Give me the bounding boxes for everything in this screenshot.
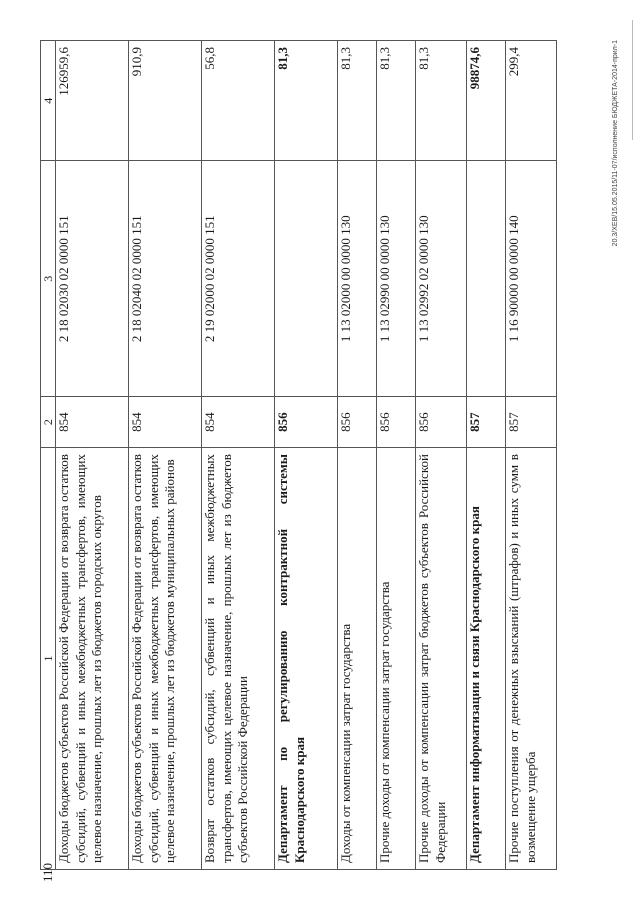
row-name: Доходы бюджетов субъектов Российской Федерации от возврата остатков субсидий, субвенций и иных межбюджетных трансфертов, имеющих целевое назначение, прошлых лет из бюджетов муниципальных районов	[129, 448, 202, 870]
row-name: Доходы от компенсации затрат государства	[338, 448, 377, 870]
row-admin-code: 857	[467, 397, 506, 448]
row-name: Департамент по регулированию контрактной системы Краснодарского края	[275, 448, 338, 870]
document-footer: 20.3/XЕВ/15.05.2015/11-07/исполнение БЮДЖЕТА-2014-прил-1	[612, 40, 619, 247]
row-budget-code: 1 16 90000 00 0000 140	[506, 161, 557, 397]
table-row	[467, 41, 506, 870]
revenue-table	[40, 40, 557, 870]
row-sum: 126959,6	[56, 41, 129, 161]
header-col-4: 4	[41, 41, 56, 161]
table-row	[506, 41, 557, 870]
row-name: Департамент информатизации и связи Краснодарского края	[467, 448, 506, 870]
rotated-page	[40, 40, 640, 870]
row-sum: 910,9	[129, 41, 202, 161]
row-admin-code: 854	[129, 397, 202, 448]
row-budget-code	[467, 161, 506, 397]
table-row	[338, 41, 377, 870]
row-sum: 81,3	[338, 41, 377, 161]
table-row	[275, 41, 338, 870]
header-col-1: 1	[41, 448, 56, 870]
table-row	[56, 41, 129, 870]
row-budget-code: 1 13 02992 02 0000 130	[416, 161, 467, 397]
page-number: 110	[40, 862, 55, 882]
row-budget-code	[275, 161, 338, 397]
header-col-2: 2	[41, 397, 56, 448]
table-row	[416, 41, 467, 870]
row-admin-code: 854	[202, 397, 275, 448]
row-name: Прочие доходы от компенсации затрат государства	[377, 448, 416, 870]
row-budget-code: 2 18 02030 02 0000 151	[56, 161, 129, 397]
row-admin-code: 856	[338, 397, 377, 448]
row-budget-code: 2 19 02000 02 0000 151	[202, 161, 275, 397]
header-col-3: 3	[41, 161, 56, 397]
table-row	[202, 41, 275, 870]
table-row	[377, 41, 416, 870]
row-admin-code: 854	[56, 397, 129, 448]
row-sum: 56,8	[202, 41, 275, 161]
header-row	[41, 41, 56, 870]
row-name: Прочие поступления от денежных взысканий (штрафов) и иных сумм в возмещение ущерба	[506, 448, 557, 870]
row-name: Прочие доходы от компенсации затрат бюджетов субъектов Российской Федерации	[416, 448, 467, 870]
row-sum: 299,4	[506, 41, 557, 161]
row-budget-code: 2 18 02040 02 0000 151	[129, 161, 202, 397]
row-name: Возврат остатков субсидий, субвенций и иных межбюджетных трансфертов, имеющих целевое назначение, прошлых лет из бюджетов субъектов Российской Федерации	[202, 448, 275, 870]
row-sum: 81,3	[275, 41, 338, 161]
row-sum: 98874,6	[467, 41, 506, 161]
row-name: Доходы бюджетов субъектов Российской Федерации от возврата остатков субсидий, субвенций и иных межбюджетных трансфертов, имеющих целевое назначение, прошлых лет из бюджетов городских округов	[56, 448, 129, 870]
row-admin-code: 857	[506, 397, 557, 448]
row-budget-code: 1 13 02000 00 0000 130	[338, 161, 377, 397]
row-sum: 81,3	[416, 41, 467, 161]
row-admin-code: 856	[416, 397, 467, 448]
row-admin-code: 856	[275, 397, 338, 448]
row-admin-code: 856	[377, 397, 416, 448]
row-sum: 81,3	[377, 41, 416, 161]
table-row	[129, 41, 202, 870]
row-budget-code: 1 13 02990 00 0000 130	[377, 161, 416, 397]
